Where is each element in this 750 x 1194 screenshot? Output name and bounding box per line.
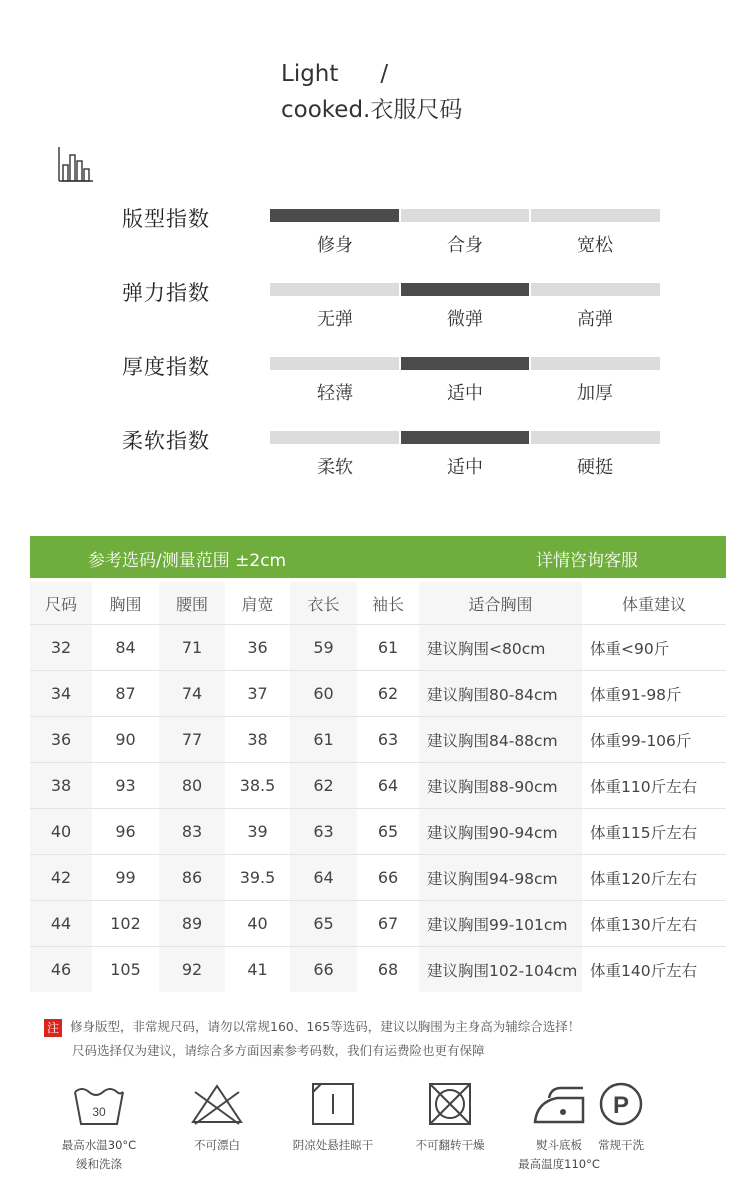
index-segment xyxy=(270,431,399,444)
care-item-drip-dry xyxy=(278,1078,388,1155)
table-cell: 体重130斤左右 xyxy=(582,900,726,946)
index-bar xyxy=(270,209,660,222)
fabric-index-section xyxy=(0,195,750,491)
table-cell: 64 xyxy=(357,762,419,808)
index-segment xyxy=(270,209,399,222)
index-bar xyxy=(270,283,660,296)
column-header: 体重建议 xyxy=(582,582,726,624)
size-table-section xyxy=(30,536,726,992)
table-cell: 46 xyxy=(30,946,92,992)
table-cell: 体重120斤左右 xyxy=(582,854,726,900)
index-row-softness xyxy=(0,417,750,491)
care-label: 最高温度110°C xyxy=(518,1157,600,1171)
table-cell: 建议胸围88-90cm xyxy=(419,762,582,808)
index-segment xyxy=(401,283,530,296)
column-header: 衣长 xyxy=(290,582,357,624)
table-cell: 39 xyxy=(225,808,290,854)
brand-title xyxy=(281,56,462,128)
table-cell: 93 xyxy=(92,762,159,808)
table-cell: 建议胸围102-104cm xyxy=(419,946,582,992)
table-cell: 40 xyxy=(225,900,290,946)
table-cell: 102 xyxy=(92,900,159,946)
index-label: 适中 xyxy=(447,383,483,404)
table-row xyxy=(30,854,726,900)
table-cell: 建议胸围80-84cm xyxy=(419,670,582,716)
table-cell: 40 xyxy=(30,808,92,854)
index-label: 宽松 xyxy=(577,235,613,256)
table-cell: 34 xyxy=(30,670,92,716)
table-row xyxy=(30,716,726,762)
no-tumble-dry-icon xyxy=(420,1078,480,1130)
care-item-tumble xyxy=(395,1078,505,1155)
index-segment xyxy=(531,283,660,296)
care-label: 最高水温30°C xyxy=(61,1138,137,1152)
care-label: 熨斗底板 xyxy=(536,1138,582,1152)
table-cell: 65 xyxy=(357,808,419,854)
column-header: 腰围 xyxy=(159,582,225,624)
table-cell: 61 xyxy=(357,624,419,670)
table-cell: 37 xyxy=(225,670,290,716)
index-segment xyxy=(270,283,399,296)
table-cell: 41 xyxy=(225,946,290,992)
table-cell: 建议胸围94-98cm xyxy=(419,854,582,900)
table-cell: 68 xyxy=(357,946,419,992)
care-label: 阴凉处悬挂晾干 xyxy=(292,1138,374,1152)
table-cell: 44 xyxy=(30,900,92,946)
table-cell: 83 xyxy=(159,808,225,854)
index-segment xyxy=(270,357,399,370)
index-label: 无弹 xyxy=(317,309,353,330)
table-cell: 38 xyxy=(30,762,92,808)
column-header: 胸围 xyxy=(92,582,159,624)
index-segment xyxy=(401,431,530,444)
index-label: 微弹 xyxy=(447,309,483,330)
table-cell: 体重110斤左右 xyxy=(582,762,726,808)
index-segment xyxy=(401,357,530,370)
no-bleach-icon xyxy=(187,1078,247,1130)
index-title: 版型指数 xyxy=(122,207,210,231)
column-header: 尺码 xyxy=(30,582,92,624)
index-title: 弹力指数 xyxy=(122,281,210,305)
note-mark: 注 xyxy=(44,1019,62,1037)
table-cell: 38 xyxy=(225,716,290,762)
index-bar xyxy=(270,431,660,444)
table-cell: 90 xyxy=(92,716,159,762)
table-cell: 65 xyxy=(290,900,357,946)
table-cell: 105 xyxy=(92,946,159,992)
index-row-elasticity xyxy=(0,269,750,343)
index-bar xyxy=(270,357,660,370)
care-label: 缓和洗涤 xyxy=(76,1157,122,1171)
table-cell: 63 xyxy=(357,716,419,762)
table-cell: 体重91-98斤 xyxy=(582,670,726,716)
index-segment xyxy=(531,357,660,370)
care-label: 不可漂白 xyxy=(194,1138,240,1152)
table-row xyxy=(30,946,726,992)
index-row-fit xyxy=(0,195,750,269)
table-cell: 67 xyxy=(357,900,419,946)
care-label: 常规干洗 xyxy=(598,1138,644,1152)
note-line-2: 尺码选择仅为建议，请综合多方面因素参考码数，我们有运费险也更有保障 xyxy=(72,1043,485,1058)
brand-slash: / xyxy=(380,61,389,87)
table-header-row xyxy=(30,582,726,624)
index-label: 修身 xyxy=(317,235,353,256)
table-cell: 32 xyxy=(30,624,92,670)
table-cell: 39.5 xyxy=(225,854,290,900)
index-segment xyxy=(531,431,660,444)
table-row xyxy=(30,624,726,670)
index-label: 适中 xyxy=(447,457,483,478)
table-cell: 59 xyxy=(290,624,357,670)
contact-service-note: 详情咨询客服 xyxy=(536,551,638,571)
table-cell: 建议胸围90-94cm xyxy=(419,808,582,854)
note-line-1: 修身版型，非常规尺码，请勿以常规160、165等选码，建议以胸围为主身高为辅综合选择！ xyxy=(70,1019,581,1034)
size-table-header-bar xyxy=(30,536,726,578)
table-cell: 63 xyxy=(290,808,357,854)
svg-text:P: P xyxy=(612,1092,630,1119)
bar-chart-icon xyxy=(58,145,94,183)
column-header: 适合胸围 xyxy=(419,582,582,624)
size-table xyxy=(30,582,726,992)
table-cell: 92 xyxy=(159,946,225,992)
table-cell: 86 xyxy=(159,854,225,900)
column-header: 肩宽 xyxy=(225,582,290,624)
care-label: 不可翻转干燥 xyxy=(415,1138,485,1152)
table-cell: 建议胸围<80cm xyxy=(419,624,582,670)
wash-30-icon xyxy=(69,1078,129,1130)
dry-clean-icon xyxy=(591,1078,651,1130)
table-cell: 87 xyxy=(92,670,159,716)
table-cell: 建议胸围84-88cm xyxy=(419,716,582,762)
care-item-dry-clean xyxy=(566,1078,676,1155)
table-cell: 66 xyxy=(357,854,419,900)
table-cell: 36 xyxy=(225,624,290,670)
care-item-bleach xyxy=(162,1078,272,1155)
table-row xyxy=(30,762,726,808)
care-instructions xyxy=(61,1078,666,1188)
table-row xyxy=(30,670,726,716)
index-label: 合身 xyxy=(447,235,483,256)
index-label: 硬挺 xyxy=(577,457,613,478)
svg-text:30: 30 xyxy=(92,1105,106,1119)
index-row-thickness xyxy=(0,343,750,417)
table-cell: 60 xyxy=(290,670,357,716)
drip-dry-shade-icon xyxy=(303,1078,363,1130)
index-segment xyxy=(531,209,660,222)
index-segment xyxy=(401,209,530,222)
index-label: 柔软 xyxy=(317,457,353,478)
table-cell: 84 xyxy=(92,624,159,670)
table-cell: 89 xyxy=(159,900,225,946)
column-header: 袖长 xyxy=(357,582,419,624)
size-notes xyxy=(44,1015,724,1063)
table-row xyxy=(30,900,726,946)
table-cell: 99 xyxy=(92,854,159,900)
table-cell: 36 xyxy=(30,716,92,762)
brand-line2: cooked.衣服尺码 xyxy=(281,97,463,123)
table-cell: 80 xyxy=(159,762,225,808)
table-cell: 体重99-106斤 xyxy=(582,716,726,762)
table-cell: 体重115斤左右 xyxy=(582,808,726,854)
table-cell: 体重<90斤 xyxy=(582,624,726,670)
index-title: 柔软指数 xyxy=(122,429,210,453)
index-title: 厚度指数 xyxy=(122,355,210,379)
table-cell: 64 xyxy=(290,854,357,900)
index-label: 加厚 xyxy=(577,383,613,404)
table-cell: 66 xyxy=(290,946,357,992)
table-cell: 77 xyxy=(159,716,225,762)
table-cell: 建议胸围99-101cm xyxy=(419,900,582,946)
table-cell: 62 xyxy=(357,670,419,716)
table-cell: 74 xyxy=(159,670,225,716)
index-label: 高弹 xyxy=(577,309,613,330)
table-cell: 体重140斤左右 xyxy=(582,946,726,992)
brand-line1: Light xyxy=(281,61,339,87)
table-cell: 38.5 xyxy=(225,762,290,808)
care-item-wash xyxy=(44,1078,154,1174)
table-row xyxy=(30,808,726,854)
table-cell: 62 xyxy=(290,762,357,808)
index-label: 轻薄 xyxy=(317,383,353,404)
table-cell: 42 xyxy=(30,854,92,900)
table-cell: 61 xyxy=(290,716,357,762)
table-cell: 96 xyxy=(92,808,159,854)
table-cell: 71 xyxy=(159,624,225,670)
measurement-note: 参考选码/测量范围 ±2cm xyxy=(88,551,287,571)
